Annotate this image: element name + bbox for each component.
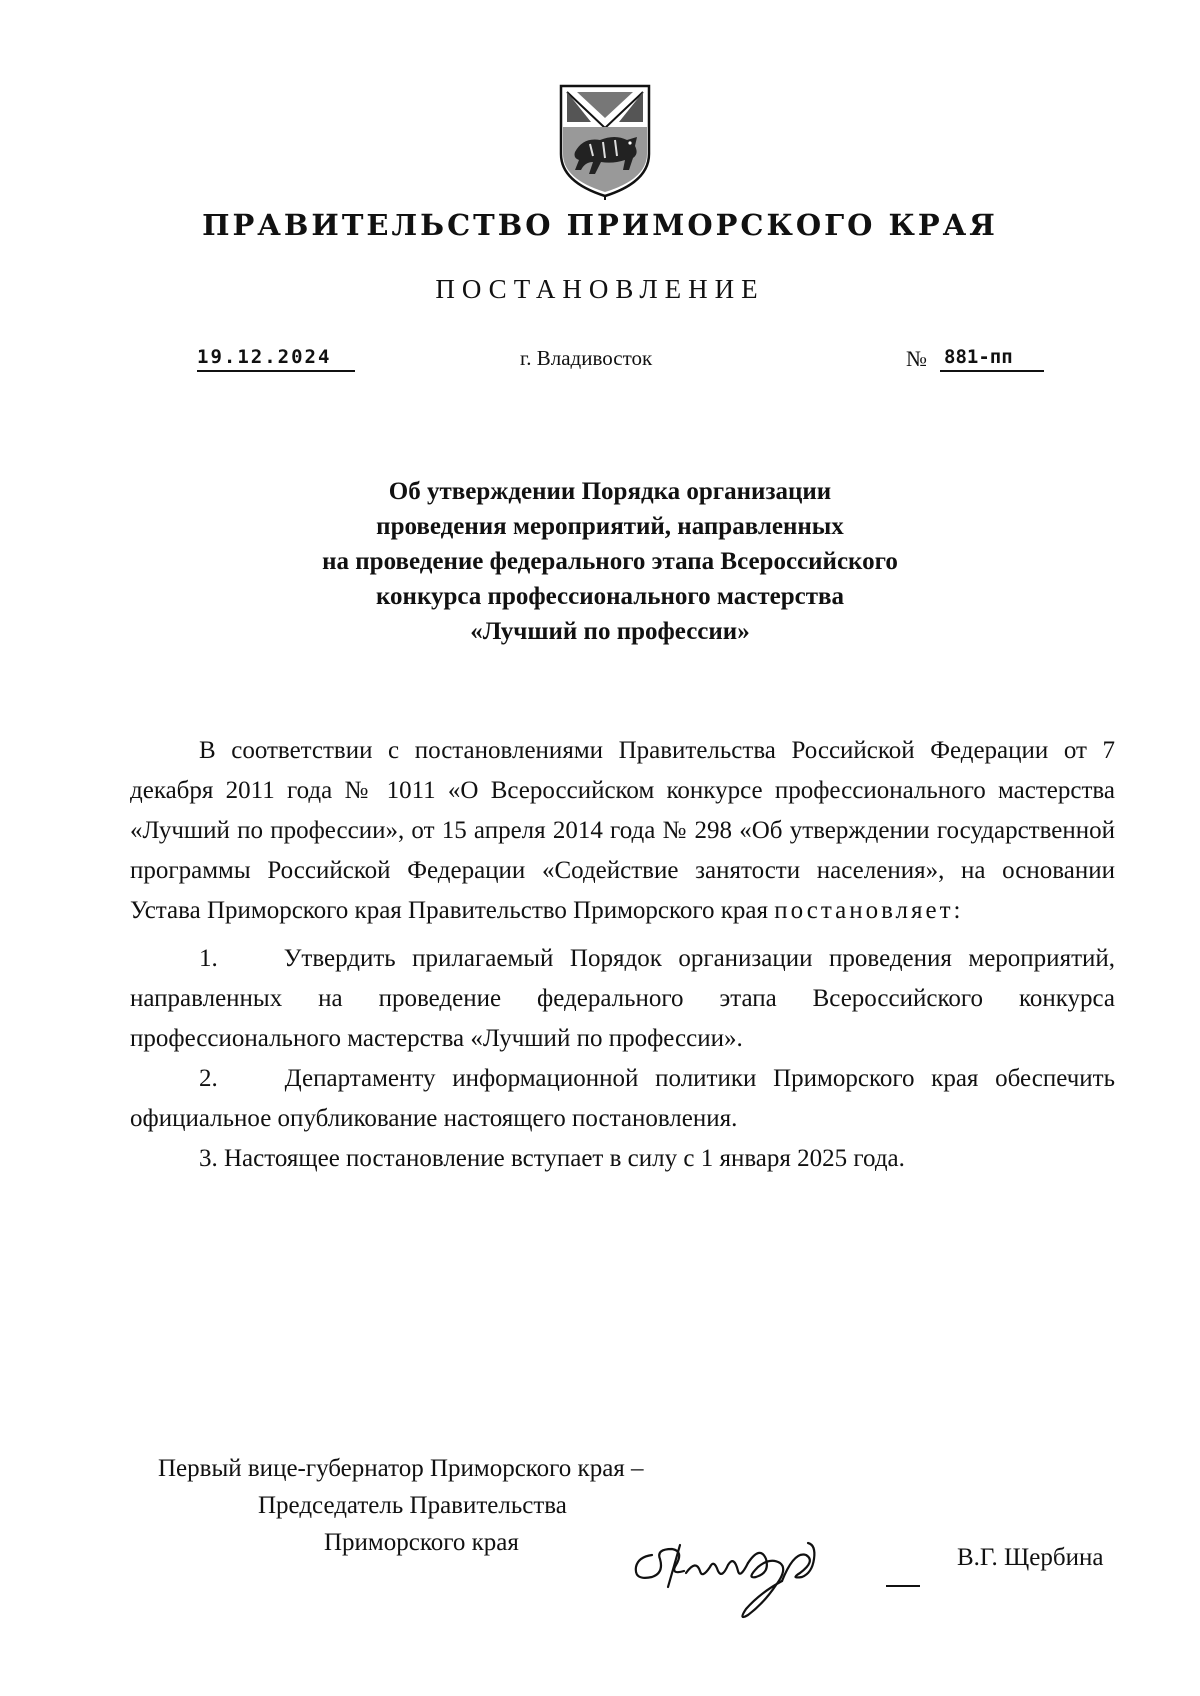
position-line: Приморского края (324, 1529, 519, 1556)
position-line: Председатель Правительства (258, 1492, 567, 1519)
subject-line: на проведение федерального этапа Всероссийского (322, 548, 898, 575)
item-text: Департаменту информационной политики Приморского края обеспечить официальное опубликование настоящего постановления. (130, 1065, 1115, 1132)
item-text: Утвердить прилагаемый Порядок организации проведения мероприятий, направленных на проведение федерального этапа Всероссийского конкурса профессионального мастерства «Лучший по профессии». (130, 945, 1115, 1052)
document-city: г. Владивосток (520, 346, 653, 370)
number-sign: № (906, 346, 927, 371)
document-subject (200, 474, 1020, 649)
preamble-text: В соответствии с постановлениями Правительства Российской Федерации от 7 декабря 2011 года № 1011 «О Всероссийском конкурсе профессионального мастерства «Лучший по профессии», от 15 апреля 2014 года № 298 «Об утверждении государственной программы Российской Федерации «Содействие занятости населения», на основании Устава Приморского края Правительство Приморского края (130, 737, 1115, 924)
resolution-item-2 (130, 1059, 1115, 1139)
resolution-item-1 (130, 939, 1115, 1059)
item-text: Настоящее постановление вступает в силу с 1 января 2025 года. (224, 1145, 905, 1172)
item-number: 3. (199, 1145, 218, 1172)
document-type: ПОСТАНОВЛЕНИЕ (435, 274, 765, 304)
authority-title: ПРАВИТЕЛЬСТВО ПРИМОРСКОГО КРАЯ (202, 208, 998, 242)
subject-line: проведения мероприятий, направленных (376, 513, 844, 540)
signature-dash (886, 1585, 920, 1587)
subject-line: конкурса профессионального мастерства (375, 583, 845, 610)
primorsky-krai-coat-of-arms-icon (555, 82, 655, 200)
item-number: 2. (199, 1065, 218, 1092)
document-number: 881-пп (940, 346, 1044, 372)
item-number: 1. (199, 945, 218, 972)
resolves-word: постановляет: (774, 897, 964, 924)
signer-name: В.Г. Щербина (957, 1544, 1104, 1571)
resolution-item-3 (130, 1139, 1115, 1179)
subject-line: Об утверждении Порядка организации (388, 478, 832, 505)
preamble-paragraph (130, 731, 1115, 931)
subject-line: «Лучший по профессии» (470, 618, 750, 645)
document-body (130, 731, 1115, 1179)
document-date: 19.12.2024 (197, 346, 355, 372)
position-line: Первый вице-губернатор Приморского края – (158, 1455, 644, 1482)
handwritten-signature (630, 1515, 860, 1625)
signatory-position (158, 1450, 644, 1561)
